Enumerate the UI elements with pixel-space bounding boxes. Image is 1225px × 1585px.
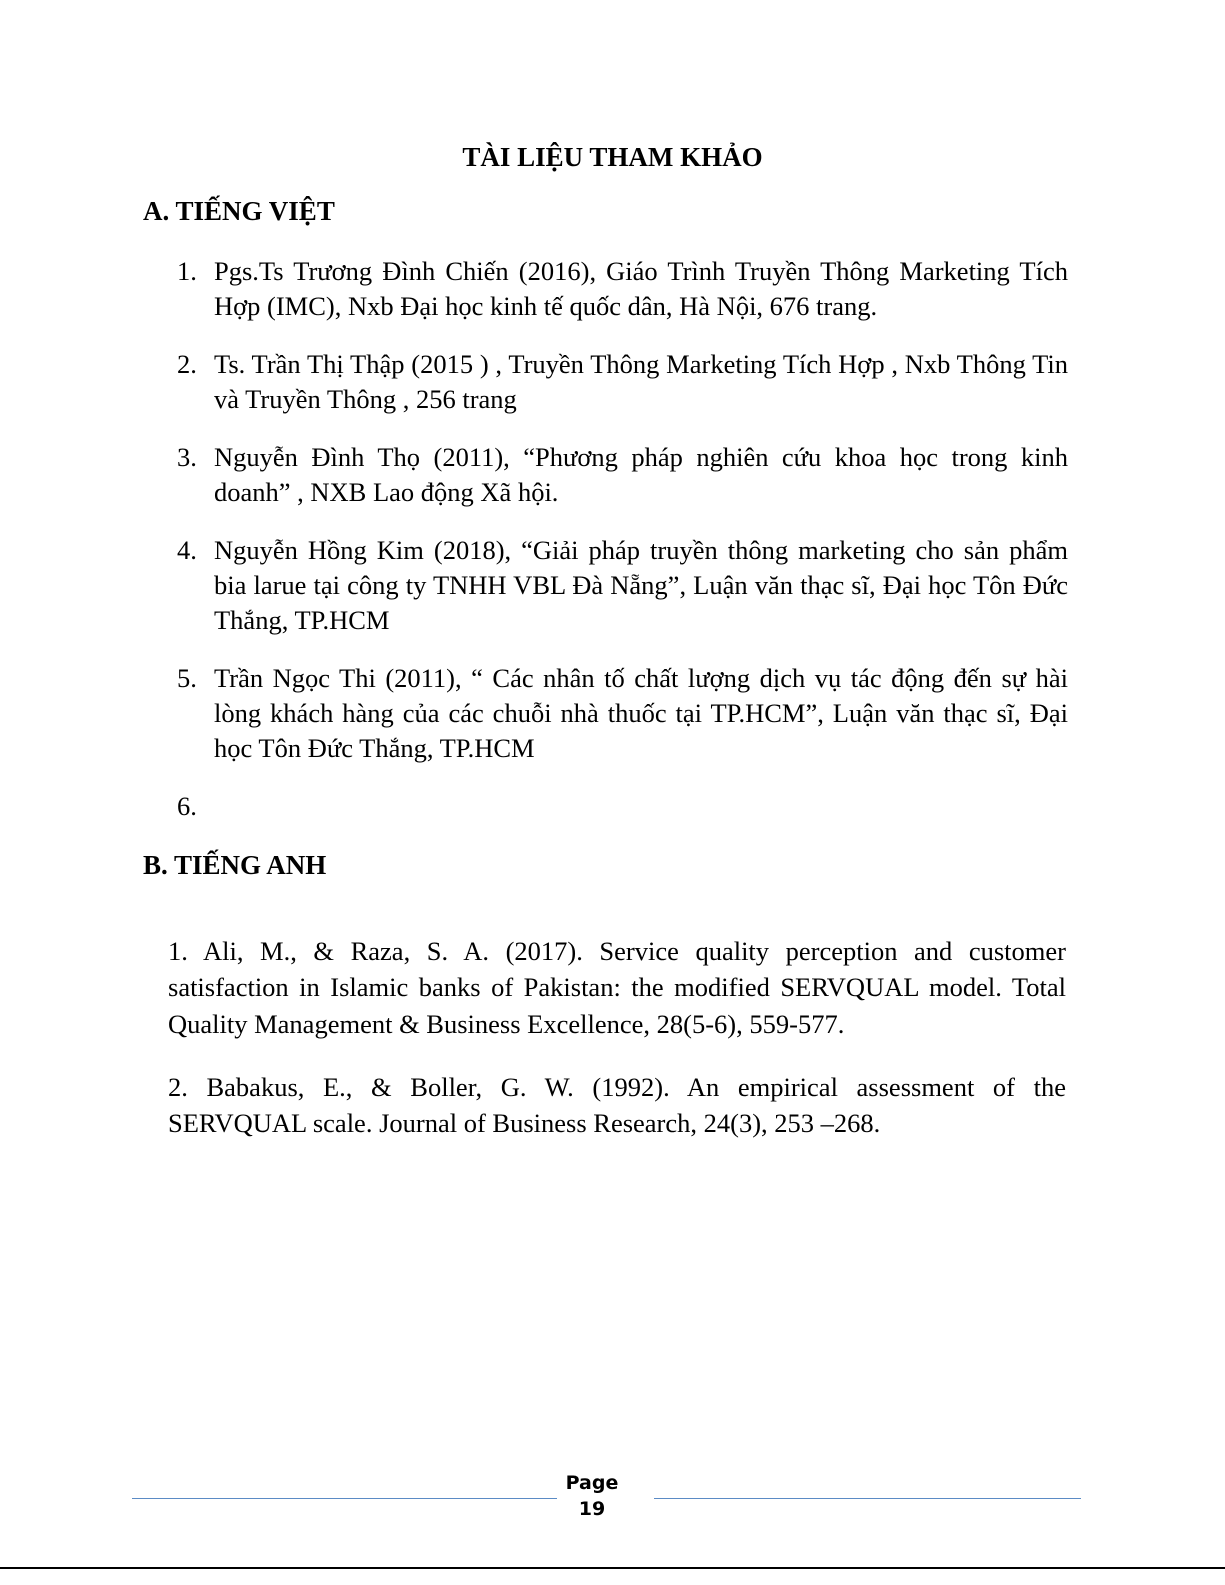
bottom-edge-rule xyxy=(0,1567,1225,1569)
page-number: 19 xyxy=(578,1498,606,1520)
reference-number: 6. xyxy=(177,791,197,821)
reference-item xyxy=(177,254,1068,324)
reference-number: 3. xyxy=(177,442,197,472)
reference-item xyxy=(177,533,1068,638)
footer-rule-left xyxy=(132,1498,557,1499)
reference-number: 2. xyxy=(177,349,197,379)
page-number-block xyxy=(557,1470,627,1522)
reference-number: 5. xyxy=(177,663,197,693)
reference-item: 1. Ali, M., & Raza, S. A. (2017). Service quality perception and customer satisfaction in Islamic banks of Pakistan: the modified SERVQUAL model. Total Quality Management & Business Excellence, 28(5-6), 559-577. xyxy=(168,935,1066,1039)
reference-text: Trần Ngọc Thi (2011), “ Các nhân tố chất lượng dịch vụ tác động đến sự hài lòng khách hàng của các chuỗi nhà thuốc tại TP.HCM”, Luận văn thạc sĩ, Đại học Tôn Đức Thắng, TP.HCM xyxy=(214,663,1068,763)
reference-item: 2. Babakus, E., & Boller, G. W. (1992). An empirical assessment of the SERVQUAL scale. Journal of Business Research, 24(3), 253 –268. xyxy=(168,1071,1066,1138)
reference-text: Ts. Trần Thị Thập (2015 ) , Truyền Thông Marketing Tích Hợp , Nxb Thông Tin và Truyền Thông , 256 trang xyxy=(214,349,1068,414)
page-footer xyxy=(0,1470,1225,1530)
vietnamese-reference-list xyxy=(177,254,1068,847)
section-heading-english: B. TIẾNG ANH xyxy=(143,850,327,880)
reference-item xyxy=(177,661,1068,766)
reference-item-empty xyxy=(177,789,1068,824)
reference-item xyxy=(177,347,1068,417)
reference-text: Pgs.Ts Trương Đình Chiến (2016), Giáo Trình Truyền Thông Marketing Tích Hợp (IMC), Nxb Đại học kinh tế quốc dân, Hà Nội, 676 trang. xyxy=(214,256,1068,321)
reference-text xyxy=(214,791,221,821)
section-heading-vietnamese: A. TIẾNG VIỆT xyxy=(143,196,335,226)
english-reference-list xyxy=(168,906,1066,1162)
reference-text: Nguyễn Hồng Kim (2018), “Giải pháp truyền thông marketing cho sản phẩm bia larue tại công ty TNHH VBL Đà Nẵng”, Luận văn thạc sĩ, Đại học Tôn Đức Thắng, TP.HCM xyxy=(214,535,1068,635)
reference-number: 1. xyxy=(177,256,197,286)
page-title: TÀI LIỆU THAM KHẢO xyxy=(462,142,763,172)
page-label: Page xyxy=(565,1472,619,1494)
footer-rule-right xyxy=(654,1498,1081,1499)
reference-item xyxy=(177,440,1068,510)
reference-text: Nguyễn Đình Thọ (2011), “Phương pháp nghiên cứu khoa học trong kinh doanh” , NXB Lao động Xã hội. xyxy=(214,442,1068,507)
reference-number: 4. xyxy=(177,535,197,565)
